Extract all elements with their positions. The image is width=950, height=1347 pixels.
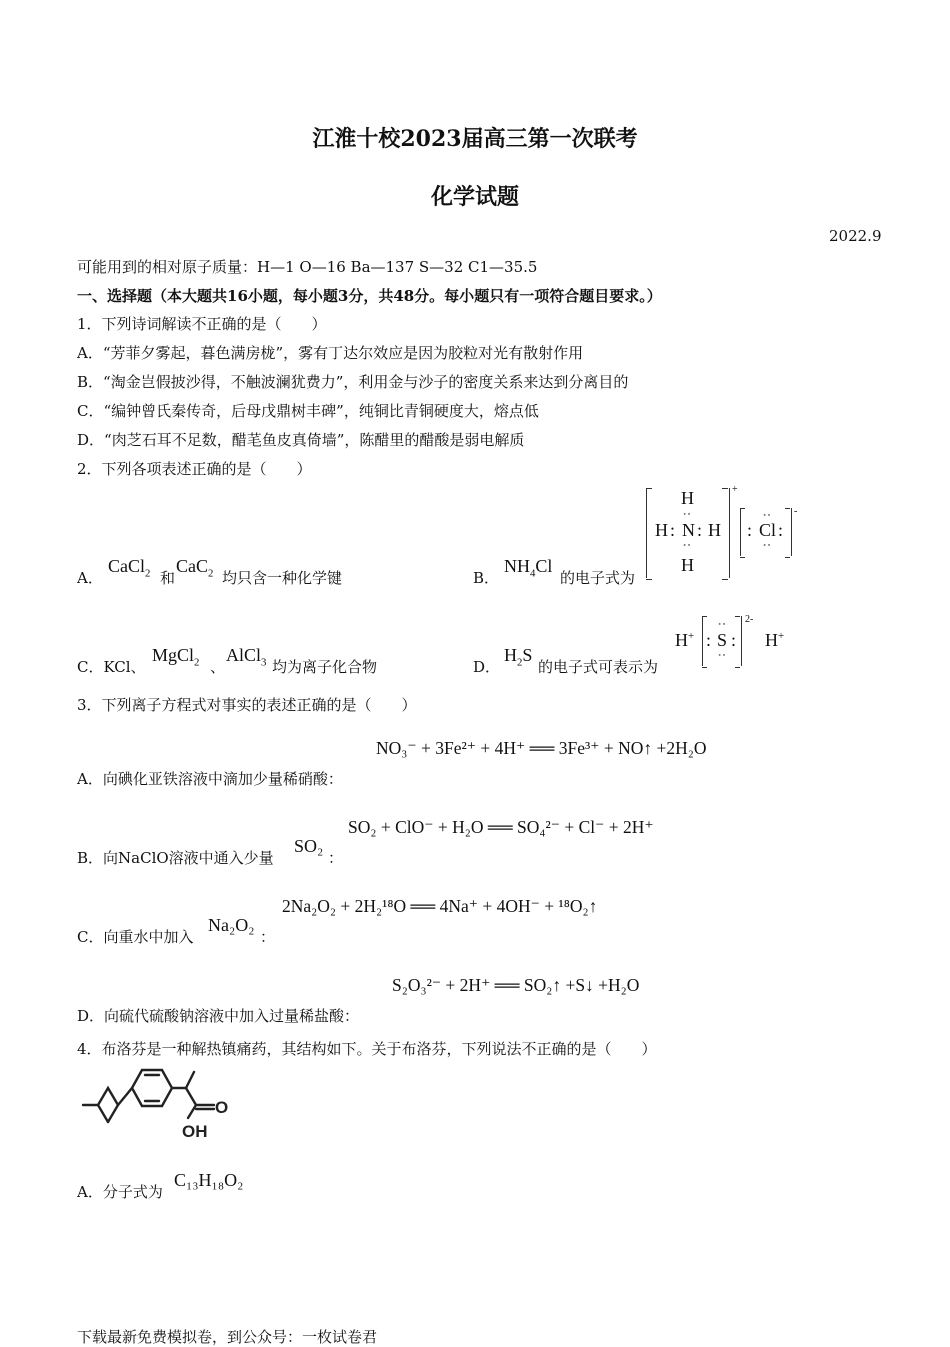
q2-c-mgcl2: MgCl$_2$	[152, 645, 200, 669]
q3-a-equation: NO₃⁻ + 3Fe²⁺ + 4H⁺ ══ 3Fe³⁺ + NO↑ +2H₂O	[376, 738, 707, 758]
q2-a-cacl2: CaCl$_2$	[108, 556, 151, 580]
chloride-bracket-left-cap	[740, 508, 745, 558]
section-heading: 一、选择题（本大题共16小题，每小题3分，共48分。每小题只有一项符合题目要求。）	[77, 287, 662, 305]
nh4-h-bottom: H	[681, 555, 694, 575]
q4-option-a: A．分子式为	[77, 1183, 163, 1201]
cl-colon-left: :	[747, 520, 753, 540]
q1-stem: 1．下列诗词解读不正确的是（ ）	[77, 315, 327, 333]
s-charge: 2-	[745, 614, 754, 625]
q1-option-c: C．“编钟曾氏秦传奇，后母戊鼎树丰碑”，纯铜比青铜硬度大，熔点低	[77, 402, 539, 420]
cl-charge: -	[794, 506, 798, 517]
q2-b-text: 的电子式为	[560, 569, 636, 587]
q3-option-d: D．向硫代硫酸钠溶液中加入过量稀盐酸：	[77, 1007, 360, 1025]
q1-option-a: A．“芳菲夕雾起，暮色满房栊”，雾有丁达尔效应是因为胶粒对光有散射作用	[77, 344, 584, 362]
q2-a-text: 均只含一种化学键	[222, 569, 343, 587]
q2-option-b-label: B．	[473, 569, 500, 587]
exam-title: 江淮十校2023届高三第一次联考	[312, 126, 638, 152]
q3-stem: 3．下列离子方程式对事实的表述正确的是（ ）	[77, 696, 417, 714]
page-footer: 下载最新免费模拟卷，到公众号：一枚试卷君	[77, 1328, 378, 1346]
q1-option-b: B．“淘金岂假披沙得，不触波澜犹费力”，利用金与沙子的密度关系来达到分离目的	[77, 373, 629, 391]
nh4-h-left: H	[655, 520, 668, 540]
s-dots-bottom: ∙∙	[718, 651, 727, 659]
exam-subtitle: 化学试题	[430, 184, 519, 210]
ibuprofen-structure	[78, 1060, 238, 1142]
q3-option-a: A．向碘化亚铁溶液中滴加少量稀硝酸：	[77, 770, 343, 788]
s-colon-right: :	[731, 630, 737, 650]
q3-option-c: C．向重水中加入	[77, 928, 194, 946]
q2-option-d-label: D．	[473, 658, 501, 676]
s-atom: S	[717, 630, 728, 650]
q2-stem: 2．下列各项表述正确的是（ ）	[77, 460, 312, 478]
cl-dots-top: ∙∙	[763, 511, 772, 519]
q2-a-and: 和	[160, 569, 176, 587]
chloride-bracket-right-cap	[785, 508, 790, 558]
q2-option-c-label: C．KCl、	[77, 658, 146, 676]
q2-b-nh4cl: $NH_4Cl$	[504, 556, 553, 580]
q2-d-h2s: $H_2S$	[504, 645, 533, 669]
q1-option-d: D．“肉芝石耳不足数，醋芼鱼皮真倚墙”，陈醋里的醋酸是弱电解质	[77, 431, 525, 449]
nh4-charge: +	[732, 484, 738, 495]
q4-a-formula: C₁₃H₁₈O₂	[174, 1170, 244, 1190]
q3-b-so2: SO₂	[294, 836, 324, 856]
ammonium-bracket-right-cap	[722, 488, 728, 580]
cl-dots-bottom: ∙∙	[763, 541, 772, 549]
q3-d-equation: S₂O₃²⁻ + 2H⁺ ══ SO₂↑ +S↓ +H₂O	[392, 975, 640, 995]
q3-option-b: B．向NaClO溶液中通入少量	[77, 849, 274, 867]
nh4-colon-right: :	[697, 520, 703, 540]
q2-option-a-label: A．	[77, 569, 103, 587]
q4-stem: 4．布洛芬是一种解热镇痛药，其结构如下。关于布洛芬，下列说法不正确的是（ ）	[77, 1040, 657, 1058]
s-dots-top: ∙∙	[718, 620, 727, 628]
q2-c-text: 均为离子化合物	[272, 658, 378, 676]
q3-b-colon: ：	[328, 849, 344, 867]
nh4-n: N	[682, 520, 695, 540]
nh4-colon-left: :	[670, 520, 676, 540]
s-colon-left: :	[706, 630, 712, 650]
cl-colon-right: :	[778, 520, 784, 540]
ammonium-bracket-left-cap	[646, 488, 652, 580]
nh4-dots-bottom: ∙∙	[683, 541, 692, 549]
q2-c-alcl3: AlCl$_3$	[226, 645, 267, 669]
q2-d-text: 的电子式可表示为	[538, 658, 659, 676]
cl-atom: Cl	[759, 520, 777, 540]
ibuprofen-o-label: O	[215, 1098, 229, 1117]
q3-c-equation: 2Na₂O₂ + 2H₂¹⁸O ══ 4Na⁺ + 4OH⁻ + ¹⁸O₂↑	[282, 896, 598, 916]
q2-c-sep: 、	[210, 658, 226, 676]
nh4-h-top: H	[681, 488, 694, 508]
nh4-h-right: H	[708, 520, 721, 540]
nh4-dots-top: ∙∙	[683, 510, 692, 518]
q3-c-colon: ：	[260, 928, 276, 946]
q3-b-equation: SO₂ + ClO⁻ + H₂O ══ SO₄²⁻ + Cl⁻ + 2H⁺	[348, 817, 654, 837]
h2s-h-right: H+	[765, 630, 785, 650]
atomic-masses: 可能用到的相对原子质量：H—1 O—16 Ba—137 S—32 C1—35.5	[77, 258, 538, 276]
h2s-h-left: H+	[675, 630, 695, 650]
q3-c-na2o2: Na₂O₂	[208, 915, 255, 935]
q2-a-cac2: CaC$_2$	[176, 556, 214, 580]
exam-date: 2022.9	[829, 227, 882, 245]
ibuprofen-oh-label: OH	[182, 1122, 208, 1141]
